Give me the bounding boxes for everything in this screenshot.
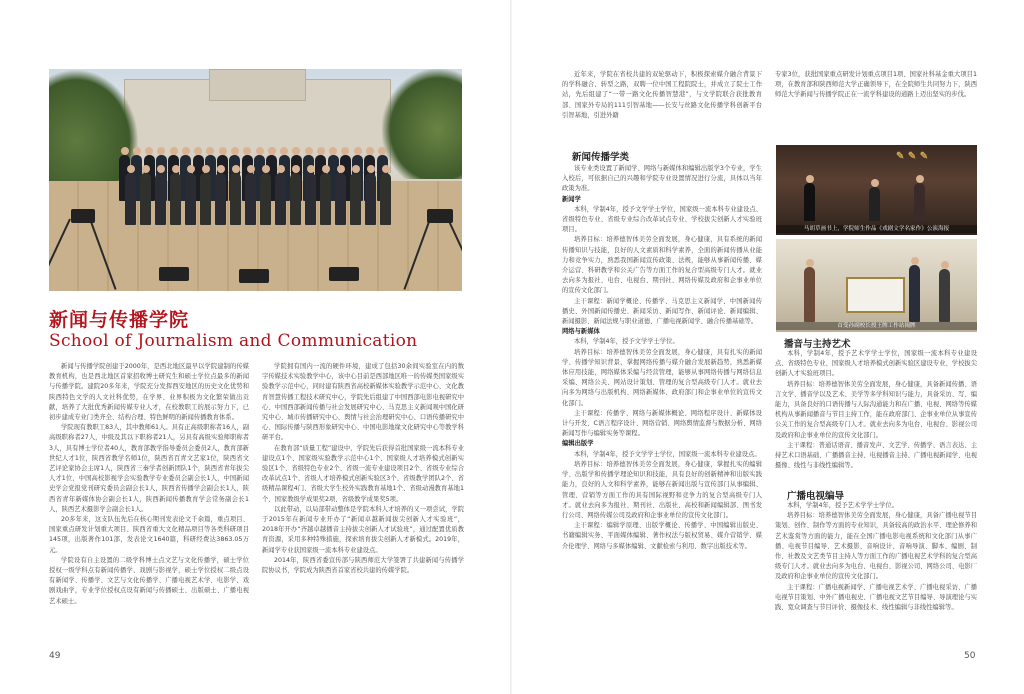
person-head (187, 165, 195, 173)
person-head (382, 165, 390, 173)
left-page (0, 0, 511, 694)
person (230, 173, 241, 225)
person-head (941, 261, 949, 269)
paragraph: 培养目标：培养德智体美劳全面发展，身心健康，具有系统的新闻传播知识与技能，良好的人文素质和科学素养，全面的新闻传播从业能力和竞争实力，熟悉我国新闻宣传政策、法规，能够从事新闻传播、媒介运营、科研教学和公关广告等方面工作的复合型高级专门人才。就业去向多为报社、电台、电视台、期刊社、网络传媒及政府和企事业单位的宣传文化部门。 (562, 236, 762, 295)
paragraph: 专家3位，获批国家重点研发计划重点项目1项、国家社科基金重大项目1项，在教育部和陕西师范大学正确领导下，在全院师生共同努力下，陕西师范大学新闻与传播学院正在一流学科建设的道路上迈出坚实的步伐。 (775, 71, 977, 99)
paragraph: 学院设有自主设置的二级学科博士点文艺与文化传播学，硕士学位授权一级学科点有新闻传播学、戏剧与影视学，硕士学位授权二级点设有新闻学、传播学、文艺与文化传播学、广播电视艺术学、电影学、戏剧戏曲学，专业学位授权点设有新闻与传播硕士、出版硕士、广播电视艺术硕士。 (49, 556, 249, 605)
camera (329, 267, 359, 281)
paragraph: 2014年，陕西省委宣传部与陕西师范大学签署了共建新闻与传播学院协议书，学院成为陕西省首家省校共建的传媒学院。 (262, 556, 464, 575)
person-head (354, 147, 362, 155)
page-number: 49 (49, 651, 61, 661)
right-text-column-2b (775, 501, 977, 646)
right-page (512, 0, 1024, 694)
calligraphy-banner: ✎ ✎ ✎ (896, 151, 929, 162)
person (245, 173, 256, 225)
person-head (142, 165, 150, 173)
person-head (232, 165, 240, 173)
person (185, 173, 196, 225)
person (125, 173, 136, 225)
sub-heading: 网络与新媒体 (562, 328, 600, 336)
photo-poster-event (776, 145, 977, 235)
person-head (170, 147, 178, 155)
person (380, 173, 391, 225)
left-text-column-2 (262, 362, 464, 647)
right-top-column-2 (775, 70, 977, 122)
person (804, 183, 815, 221)
person-head (317, 147, 325, 155)
person (155, 173, 166, 225)
photo-plaque-ceremony (776, 239, 977, 332)
paragraph: 培养目标：培养德智体美劳全面发展，身心健康，具有扎实的新闻学、传播学知识背景，掌握网络传播与媒介融合发展新趋势，熟悉新媒体应用技能，网络媒体采编与经营管理，能够从事网络传播与网络信息采编、网络公关、网站设计策划、管理的复合型高级专门人才。就业去向多为网络与出版机构、网络新媒体、政府部门和企事业单位的宣传文化部门。 (562, 348, 762, 407)
photo-caption: 马胡草画书上，学院师生作品《戏剧文学名家作》公演海报 (776, 225, 977, 233)
person-head (911, 257, 919, 265)
person (305, 173, 316, 225)
right-text-column-2a (775, 349, 977, 484)
person-head (305, 147, 313, 155)
paragraph: 近年来，学院在省校共建的双轮驱动下，积极探索媒介融合背景下的学科融合、转型之路，双聘一位中国工程院院士，并成立了院士工作站，先后组建了“一带一路文化传播智慧港”，与文学院联合获批教育部、国家外专局的111引智基地——长安与丝路文化传播学科创新平台引智基地，引进外籍 (562, 71, 762, 119)
paragraph: 学院拥有国内一流的硬件环境，建成了包括30余间实验室在内的数字传媒技术实验教学中心，该中心目前是西部地区唯一的传媒类国家级实验教学示范中心，同时建有陕西省高校新媒体实验教学示范中心、文化教育智慧传播工程技术研究中心，学院先后组建了中国西部电影电视研究中心、中国西部新闻传播与社会发展研究中心、马克思主义新闻观中国化研究中心、城市传播研究中心、舆情与社会治理研究中心、口语传播研究中心、国际传播与陕西形象研究中心、中国电影地缘文化研究中心等教学科研平台。 (262, 363, 464, 442)
paragraph: 主干课程：广播电视新闻学、广播电视艺术学、广播电视采访、广播电视节目策划、中外广播电视史、广播电视文艺节目编导、导演理论与实践、宽众调查与节目评价、摄像技术、线性编辑与非线性编辑等。 (775, 583, 977, 612)
person (290, 173, 301, 225)
person-head (367, 165, 375, 173)
plaque (846, 277, 905, 313)
paragraph: 本科，学制4年，授予艺术学学士学位。 (787, 502, 899, 509)
photo-caption: 首受孙副校长授王牌工作站揭牌 (776, 322, 977, 330)
person-head (172, 165, 180, 173)
person (335, 173, 346, 225)
person-head (806, 259, 814, 267)
person (170, 173, 181, 225)
person (200, 173, 211, 225)
person (215, 173, 226, 225)
paragraph: 培养目标：培养德智体美劳全面发展，身心健康，具备广播电视节目策划、创作、制作等方面的专业知识，具备较高的政治水平、理论修养和艺术鉴赏等方面的能力，能在全国广播电影电视系统和文化部门从事广播、电视节目编导、艺术摄影、音响设计、音响导演、脚本、编剧、制作、社教及文艺类节目主持人等方面工作的广播电视艺术学科的复合型高级专门人才。就业去向多为电台、电视台、影视公司、网络公司、电影厂及政府和企事业单位的宣传文化部门。 (775, 512, 977, 581)
page-title-en: School of Journalism and Communication (49, 331, 418, 351)
person-head (292, 165, 300, 173)
person-head (157, 165, 165, 173)
person (320, 173, 331, 225)
person-head (127, 165, 135, 173)
person (869, 187, 880, 221)
person-head (262, 165, 270, 173)
person-head (256, 147, 264, 155)
person-head (219, 147, 227, 155)
person-head (806, 175, 814, 183)
sub-heading: 新闻学 (562, 195, 581, 203)
person-head (322, 165, 330, 173)
person (939, 269, 950, 322)
person-head (202, 165, 210, 173)
paragraph: 主干课程：普通话语音、播音发声、文艺学、传播学、语言表达、主持艺术口语基础、广播播音主持、电视播音主持、广播电视新闻学、电视摄像、线性与非线性编辑等。 (775, 441, 977, 470)
person-head (247, 165, 255, 173)
paragraph: 主干课程：编辑学原理、出版学概论、传播学、中国编辑出版史、书籍编辑实务、平面媒体编辑、著作权法与版权贸易、媒介营销学、媒介伦理学、网络与多媒体编辑、文献检索与利用、数字出版技术等。 (562, 522, 762, 550)
left-text-column-1 (49, 362, 249, 647)
paragraph: 本科，学制4年，授予文学学士学位，国家级一流本科专业建设点、省级特色专业、省级专业综合改革试点专业、学校拔尖创新人才实验班项目。 (562, 205, 762, 234)
person-head (280, 147, 288, 155)
person (914, 183, 925, 221)
camera (71, 209, 95, 223)
person (804, 267, 815, 322)
person (350, 173, 361, 225)
person-head (217, 165, 225, 173)
right-text-column-1 (562, 164, 762, 644)
person (140, 173, 151, 225)
person-head (352, 165, 360, 173)
paragraph: 主干课程：新闻学概论、传播学、马克思主义新闻学、中国新闻传播史、外国新闻传播史、新闻采访、新闻写作、新闻评论、新闻编辑、新闻摄影、新闻法规与职业道德、广播电视新闻学、融合传播基础等。 (562, 297, 762, 326)
person-head (268, 147, 276, 155)
section-heading-broadcasting: 播音与主持艺术 (784, 339, 851, 350)
paragraph: 新闻与传播学院创建于2000年，是西北地区最早以学院建制的传媒教育机构，也是西北地区首家招收博士研究生和硕士学位点最多的新闻与传播学院。建院20多年来，学院充分发挥西安地区的历史文化优势和陕西特色文学的人文社科优势，在学界、业界积极为文化繁荣做出贡献，培养了大批优秀新闻传媒专业人才，在校教职工的展示努力下，已初步建成专业门类齐全、结构合理、特色鲜明的新闻传播教育体系。 (49, 363, 249, 422)
paragraph: 该专业类设置了新闻学、网络与新媒体和编辑出版学3个专业，学生入校后，可依据自己的兴趣和学院专业设置情况进行分流，具体以当年政策为准。 (562, 165, 762, 193)
right-top-column-1 (562, 70, 762, 122)
person (260, 173, 271, 225)
person-head (145, 147, 153, 155)
person-head (182, 147, 190, 155)
paragraph: 培养目标：培养德智体美劳全面发展，身心健康，掌握扎实的编辑学、出版学和传播学理论知识和技能，具有良好的创新精神和出版实践能力，良好的人文和科学素养，能够在新闻出版与宣传部门从事编辑、管理、营销等方面工作的具有国际视野和竞争力的复合型高级专门人才。就业去向多为报社、期刊社、出版社、高校和新闻编辑部、图书发行公司、网络传媒公司及政府和企事业单位的宣传文化部门。 (562, 460, 762, 519)
person-head (121, 147, 129, 155)
person-head (231, 147, 239, 155)
tree-right (382, 69, 462, 179)
page-number: 50 (964, 651, 976, 661)
group-photo (49, 69, 462, 291)
paragraph: 主干课程：传播学、网络与新媒体概论、网络程序设计、新媒体设计与开发、C语言程序设计、网络营销、网络舆情监督与数据分析、网络新闻写作与编辑实务等课程。 (562, 409, 762, 438)
person (275, 173, 286, 225)
paragraph: 学院现有教职工83人，其中教师61人。具有正高级职称者16人，副高级职称者27人，中级及其以下职称者21人，另具有高级实验师职称者3人，具有博士学位者40人，教育部教学指导委员会委员2人，教育部新世纪人才1位，陕西省教学名师1位，陕西省百青文艺家1位，陕西省文艺评论家协会主席1人，陕西省三秦学者创新团队1个，陕西省青年拔尖人才1位，中国高校影视学会实验教学专业委员会副会长1人，中国新闻史学会党报党刊研究委员会副会长1人，陕西省传播学会副会长1人，陕西省青年新媒体协会副会长1人，陕西新闻传播教育学会常务副会长1人，陕西艺术摄影学会副会长1人。 (49, 424, 249, 513)
sub-heading: 编辑出版学 (562, 440, 594, 448)
person-head (871, 179, 879, 187)
camera (427, 209, 453, 223)
camera (239, 269, 269, 283)
paragraph: 在教育部“质量工程”建设中，学院先后获得首批国家级一流本科专业建设点1个、国家级实验教学示范中心1个、国家级人才培养模式创新实验区1个、省级特色专业2个、省级一流专业建设项目2个、省级专业综合改革试点1个、省级人才培养模式创新实验区3个、省级教学团队2个、省级精品课程4门、省级大学生校外实践教育基地1个、省级动漫教育基地1个、国家教级学成果奖2项、省级教学成果奖5项。 (262, 444, 464, 503)
paragraph: 本科，学制4年，授予文学学士学位。 (574, 338, 679, 346)
paragraph: 以此带动，以局部带动整体是学院本科人才培养的又一项尝试，学院于2015年在新闻专业开办了“新闻卓越新闻拔尖创新人才实验班”，2018年开办“齐越卓越播音主持拔尖创新人才试验班”，通过配置优质教育资源，采用多种特殊措施，探索培育拔尖创新人才新模式。2019年，新闻学专业获国家级一流本科专业建设点。 (262, 505, 464, 554)
person (365, 173, 376, 225)
person-head (366, 147, 374, 155)
camera (159, 267, 189, 281)
person-head (916, 175, 924, 183)
person-head (337, 165, 345, 173)
section-heading-directing: 广播电视编导 (787, 491, 845, 502)
person-head (133, 147, 141, 155)
paragraph: 本科，学制4年，授予艺术学学士学位，国家级一流本科专业建设点、省级特色专业、国家级人才培养模式创新实验区建设专业、学校拔尖创新人才实验班项目。 (775, 350, 977, 378)
person (909, 265, 920, 322)
section-heading-journalism: 新闻传播学类 (572, 152, 630, 163)
paragraph: 20多年来，这支队伍先后在核心期刊发表论文千余篇，重点项目、国家重点研发计划重大项目、陕西省重大文化精品项目等各类科研项目145项，出版著作101部，发表论文1640篇，科研经费达3863.05万元。 (49, 516, 249, 554)
paragraph: 培养目标：培养德智体美劳全面发展，身心健康，具备新闻传播、语言文学、播音学以及艺术、美学等多学科知识与能力，具备采访、写、编能力，具备良好的口语传播与人际沟通能力和在广播、电视、网络等传媒机构从事新闻播音与节目主持工作，能在政府部门、企事业单位从事宣传公关工作的复合型高级专门人才。就业去向多为电台、电视台、影视公司及政府和企事业单位的宣传文化部门。 (775, 380, 977, 439)
page-title-cn: 新闻与传播学院 (49, 309, 190, 331)
building-tower (209, 69, 306, 101)
person-head (307, 165, 315, 173)
paragraph: 本科，学制4年，授予文学学士学位，国家级一流本科专业建设点。 (574, 450, 761, 458)
person-head (277, 165, 285, 173)
